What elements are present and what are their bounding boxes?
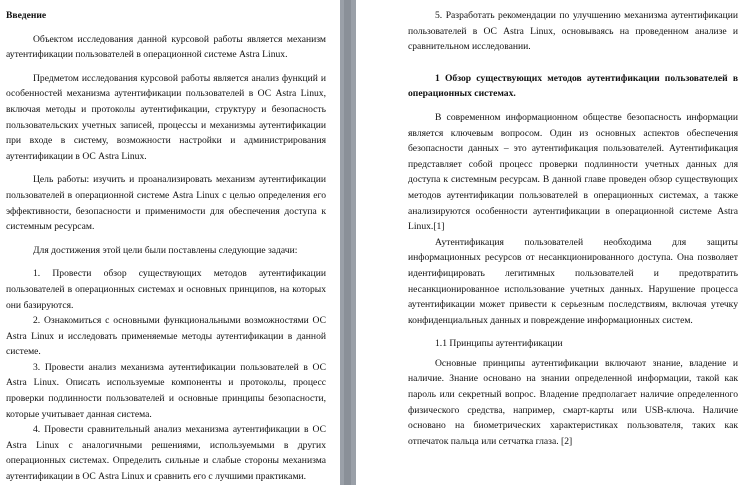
paragraph-need: Аутентификация пользователей необходима для защиты информационных ресурсов от несанкционированного доступа. Она позволяет идентифицировать легитимных пользователей и предотвратить несанкционированное использование учетных данных. Нарушение процесса аутентификации может привести к серьезным последствиям, включая утечку конфиденциальных данных и повреждение информационных систем. [408, 236, 738, 326]
task-item-4: 4. Провести сравнительный анализ механизма аутентификации в ОС Astra Linux с аналогичными решениями, используемыми в других операционных системах. Определить сильные и слабые стороны механизма аутентификации в ОС Astra Linux и сравнить его с лучшими практиками. [6, 424, 326, 483]
introduction-heading: Введение [6, 10, 47, 21]
paragraph-subject: Предметом исследования курсовой работы является анализ функций и особенностей механизма аутентификации пользователей в ОС Astra Linux, включая методы и протоколы аутентификации, структуру и безопасность пользовательских учетных записей, процессы и механизмы аутентификации при входе в систему, возможности настройки и администрирования аутентификации в ОС Astra Linux. [6, 72, 326, 162]
task-item-1: 1. Провести обзор существующих методов аутентификации пользователей в операционных системах и основных принципов, на которых они базируются. [6, 268, 326, 311]
task-item-2: 2. Ознакомиться с основными функциональными возможностями ОС Astra Linux и исследовать применяемые методы аутентификации в данной системе. [6, 315, 326, 358]
paragraph-principles: Основные принципы аутентификации включают знание, владение и наличие. Знание основано на знании определенной информации, такой как пароль или секретный вопрос. Владение предполагает наличие определенного физического средства, например, смарт-карты или USB-ключа. Наличие основано на биометрических характеристиках пользователя, таких как отпечаток пальца или сетчатка глаза. [2] [408, 357, 738, 447]
paragraph-object: Объектом исследования данной курсовой работы является механизм аутентификации пользователей в операционной системе Astra Linux. [6, 33, 326, 61]
paragraph-goal: Цель работы: изучить и проанализировать механизм аутентификации пользователей в операционной системе Astra Linux с целью определения его эффективности, безопасности и применимости для обеспечения доступа к системным ресурсам. [6, 174, 326, 233]
section-heading: 1 Обзор существующих методов аутентификации пользователей в операционных системах. [408, 72, 738, 100]
task-item-5: 5. Разработать рекомендации по улучшению механизма аутентификации пользователей в ОС Astra Linux, основываясь на проведенном анализе и сравнительном исследовании. [408, 10, 738, 53]
scrollbar-thumb[interactable] [344, 0, 351, 485]
paragraph-security: В современном информационном обществе безопасность информации является ключевым вопросом. Один из основных аспектов обеспечения безопасности данных – это аутентификация пользователей. Аутентификация представляет собой процесс проверки подлинности учетных данных для доступа к системным ресурсам. В данной главе проведен обзор существующих методов аутентификации пользователей в операционных системах, а также анализируются особенности аутентификации в операционной системе Astra Linux.[1] [408, 111, 738, 233]
document-page-right [356, 0, 744, 485]
paragraph-tasks-intro: Для достижения этой цели были поставлены следующие задачи: [33, 244, 298, 256]
task-item-3: 3. Провести анализ механизма аутентификации пользователей в ОС Astra Linux. Описать используемые компоненты и протоколы, процесс проверки подлинности пользователей и основные принципы безопасности, которые учитывает данная система. [6, 361, 326, 420]
page-content [408, 8, 738, 449]
page-gutter-scrollbar[interactable] [340, 0, 356, 485]
subsection-heading: 1.1 Принципы аутентификации [435, 338, 563, 350]
page-content [6, 8, 326, 485]
document-page-left [0, 0, 340, 485]
